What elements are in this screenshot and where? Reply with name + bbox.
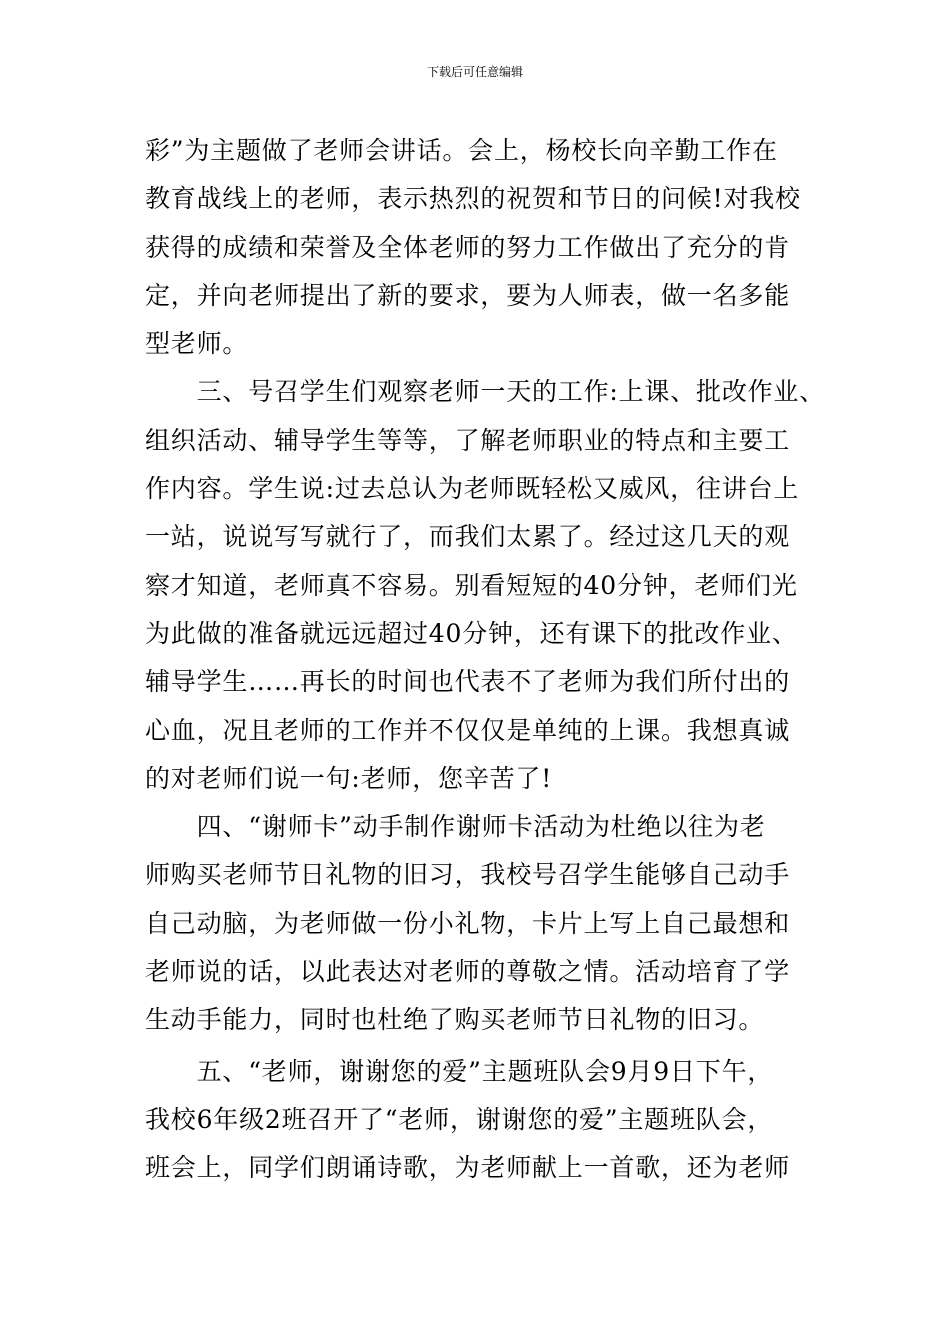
- text-line: 心血，况且老师的工作并不仅仅是单纯的上课。我想真诚: [145, 715, 791, 745]
- text-line: 的对老师们说一句:老师，您辛苦了!: [145, 763, 553, 793]
- text-line: 老师说的话，以此表达对老师的尊敬之情。活动培育了学: [145, 957, 791, 987]
- text-line: 型老师。: [145, 329, 249, 359]
- text-line: 定，并向老师提出了新的要求，要为人师表，做一名多能: [145, 280, 791, 310]
- text-line: 组织活动、辅导学生等等，了解老师职业的特点和主要工: [145, 425, 791, 455]
- text-line: 教育战线上的老师，表示热烈的祝贺和节日的问候!对我校: [145, 184, 801, 214]
- paragraph-three-start: 三、号召学生们观察老师一天的工作:上课、批改作业、: [145, 377, 826, 407]
- document-body: [145, 127, 826, 1193]
- text-line: 班会上，同学们朗诵诗歌，为老师献上一首歌，还为老师: [145, 1153, 791, 1183]
- page-header: 下载后可任意编辑: [426, 65, 523, 79]
- text-line: 获得的成绩和荣誉及全体老师的努力工作做出了充分的肯: [145, 232, 791, 262]
- text-line: 生动手能力，同时也杜绝了购买老师节日礼物的旧习。: [145, 1005, 765, 1035]
- text-line: 辅导学生……再长的时间也代表不了老师为我们所付出的: [145, 667, 791, 697]
- paragraph-five-start: 五、“老师，谢谢您的爱”主题班队会9月9日下午，: [145, 1056, 774, 1086]
- text-line: 作内容。学生说:过去总认为老师既轻松又威风，往讲台上: [145, 474, 800, 504]
- text-line: 我校6年级2班召开了“老师，谢谢您的爱”主题班队会，: [145, 1104, 774, 1134]
- text-line: 师购买老师节日礼物的旧习，我校号召学生能够自己动手: [145, 860, 791, 890]
- text-line: 一站，说说写写就行了，而我们太累了。经过这几天的观: [145, 522, 791, 552]
- text-line: 自己动脑，为老师做一份小礼物，卡片上写上自己最想和: [145, 908, 791, 938]
- text-line: 彩”为主题做了老师会讲话。会上，杨校长向辛勤工作在: [145, 136, 778, 165]
- paragraph-four-start: 四、“谢师卡”动手制作谢师卡活动为杜绝以往为老: [145, 812, 766, 842]
- text-line: 为此做的准备就远远超过40分钟，还有课下的批改作业、: [145, 618, 798, 648]
- text-line: 察才知道，老师真不容易。别看短短的40分钟，老师们光: [145, 570, 798, 600]
